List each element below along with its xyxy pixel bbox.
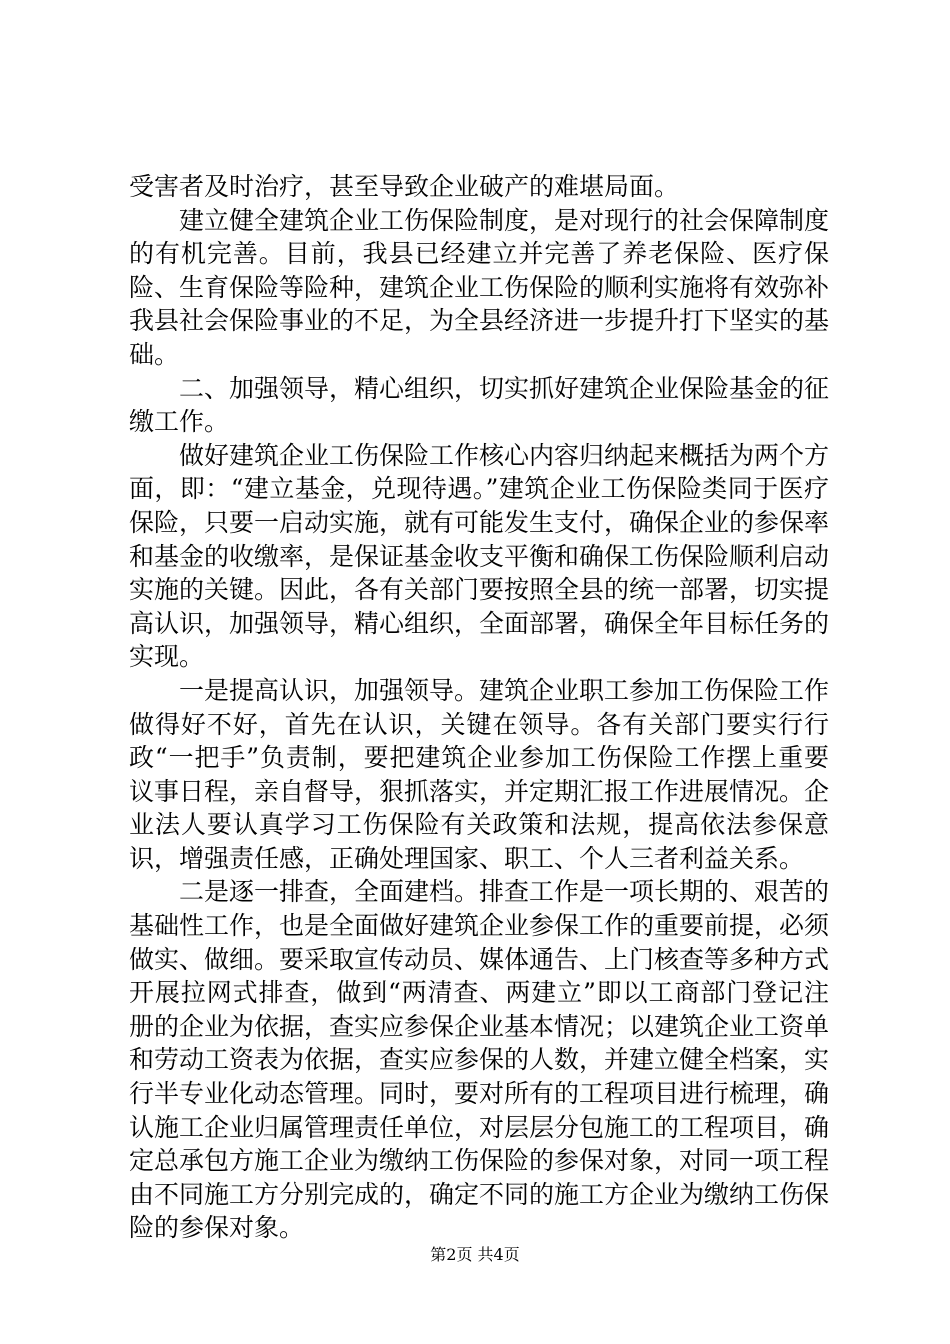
paragraph-5: 一是提高认识，加强领导。建筑企业职工参加工伤保险工作做得好不好，首先在认识，关键在领导。各有关部门要实行行政“一把手”负责制，要把建筑企业参加工伤保险工作摆上重要议事日程，亲自督导，狠抓落实，并定期汇报工作进展情况。企业法人要认真学习工伤保险有关政策和法规，提高依法参保意识，增强责任感，正确处理国家、职工、个人三者利益关系。 <box>129 675 830 873</box>
section-heading-2: 二、加强领导，精心组织，切实抓好建筑企业保险基金的征缴工作。 <box>129 373 830 437</box>
paragraph-4: 做好建筑企业工伤保险工作核心内容归纳起来概括为两个方面，即：“建立基金，兑现待遇。”建筑企业工伤保险类同于医疗保险，只要一启动实施，就有可能发生支付，确保企业的参保率和基金的收缴率，是保证基金收支平衡和确保工伤保险顺利启动实施的关键。因此，各有关部门要按照全县的统一部署，切实提高认识，加强领导，精心组织，全面部署，确保全年目标任务的实现。 <box>129 440 830 672</box>
paragraph-2: 建立健全建筑企业工伤保险制度，是对现行的社会保障制度的有机完善。目前，我县已经建立并完善了养老保险、医疗保险、生育保险等险种，建筑企业工伤保险的顺利实施将有效弥补我县社会保险事业的不足，为全县经济进一步提升打下坚实的基础。 <box>129 205 830 369</box>
paragraph-1: 受害者及时治疗，甚至导致企业破产的难堪局面。 <box>129 172 680 201</box>
document-body <box>129 170 829 1245</box>
page-footer: 第2页 共4页 <box>430 1245 520 1264</box>
paragraph-6: 二是逐一排查，全面建档。排查工作是一项长期的、艰苦的基础性工作，也是全面做好建筑企业参保工作的重要前提，必须做实、做细。要采取宣传动员、媒体通告、上门核查等多种方式开展拉网式排查，做到“两清查、两建立”即以工商部门登记注册的企业为依据，查实应参保企业基本情况；以建筑企业工资单和劳动工资表为依据，查实应参保的人数，并建立健全档案，实行半专业化动态管理。同时，要对所有的工程项目进行梳理，确认施工企业归属管理责任单位，对层层分包施工的工程项目，确定总承包方施工企业为缴纳工伤保险的参保对象，对同一项工程由不同施工方分别完成的，确定不同的施工方企业为缴纳工伤保险的参保对象。 <box>129 877 830 1243</box>
